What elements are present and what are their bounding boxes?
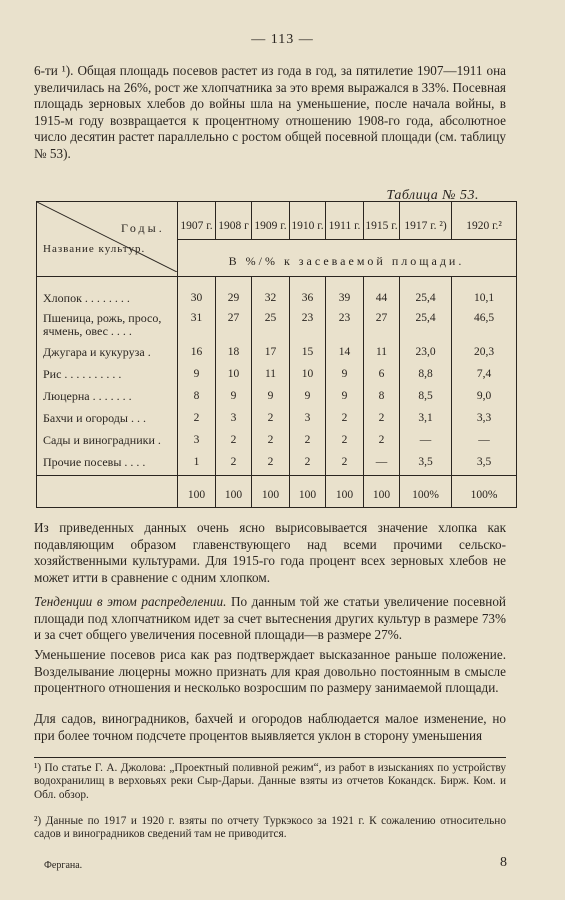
table-cell: 27 [375,312,388,324]
table-total-cell: 100 [261,489,280,501]
paragraph-gardens: Для садов, виноградников, бахчей и огородов наблюдается малое изменение, но при более точном подсчете процентов выявляется уклон в сторону уменьшения [34,711,506,743]
table-cell: — [419,434,432,446]
table-cell: 44 [375,292,388,304]
table-rule-years [177,239,516,240]
table-cell: 2 [304,434,311,446]
table-cell: 32 [264,292,277,304]
table-cell: 16 [190,346,203,358]
table-cell: 2 [378,434,385,446]
crop-name: Джугара и кукуруза . [43,345,151,359]
table-cell: 2 [230,456,237,468]
table-cell: 30 [190,292,203,304]
table-cell: 23,0 [415,346,436,358]
table-cell: 8 [193,390,200,402]
table-cell: 2 [341,434,348,446]
crop-name: Бахчи и огороды . . . [43,411,146,425]
year-header: 1917 г. ²) [404,220,447,232]
paragraph-intro: 6-ти ¹). Общая площадь посевов растет из года в год, за пятилетие 1907—1911 она увеличилась на 26%, рост же хлопчатника за это время выражался в 33%. Посевная площадь зерновых хлебов до войны шла на уменьшение, после начала войны, в 1915-м году возвращается к процентному отношению 1908-го года, абсолютное число десятин растет параллельно с ростом общей посевной площади (см. таблицу № 53). [34,63,506,161]
paragraph-tendencies-lead: Тенденции в этом распределении. [34,594,227,609]
table-cell: 3 [193,434,200,446]
crop-name: Сады и виноградники . [43,433,161,447]
table-cell: 15 [301,346,314,358]
table-cell: 8 [378,390,385,402]
table-cell: — [478,434,490,446]
table-cell: 9 [304,390,311,402]
table-cell: 10 [227,368,240,380]
table-total-cell: 100 [224,489,243,501]
header-diagonal-line [37,202,177,272]
crop-name: Хлопок . . . . . . . . [43,291,130,305]
table-cell: 25 [264,312,277,324]
table-cell: — [375,456,388,468]
table-cell: 2 [267,434,274,446]
table-cell: 6 [378,368,385,380]
table-caption: Таблица № 53. [386,188,479,203]
table-cell: 9 [267,390,274,402]
year-header: 1910 г. [291,220,324,232]
table-cell: 10,1 [473,292,495,304]
table-total-cell: 100 [298,489,317,501]
table-cell: 2 [230,434,237,446]
table-cell: 18 [227,346,240,358]
crop-name: Рис . . . . . . . . . . [43,367,122,381]
crop-name: Пшеница, рожь, просо, ячмень, овес . . . . [43,311,162,338]
table-cell: 2 [341,456,348,468]
table-cell: 20,3 [473,346,495,358]
table-cell: 8,5 [418,390,433,402]
table-cell: 17 [264,346,277,358]
table-cell: 8,8 [418,368,433,380]
table-cell: 11 [375,346,388,358]
table-total-cell: 100% [412,489,439,501]
table-cell: 3,5 [418,456,433,468]
table-cell: 3 [230,412,237,424]
header-years-label: Годы. [121,221,165,235]
table-cell: 29 [227,292,240,304]
paragraph-rice-alfalfa: Уменьшение посевов риса как раз подтверждает высказанное раньше положение. Возделывание люцерны можно признать для края довольно постоянным в смысле процентного отношения и несколько возросшим по размеру занимаемой площади. [34,647,506,696]
unit-label: В %/% к засеваемой площади. [228,254,465,268]
table-cell: 9 [341,390,348,402]
year-header: 1915 г. [365,220,398,232]
table-cell: 7,4 [476,368,492,380]
table-cell: 23 [301,312,314,324]
table-cell: 3 [304,412,311,424]
table-cell: 3,1 [418,412,433,424]
header-crop-name-label: Название культур. [43,243,146,255]
table-rule-header [37,276,516,277]
table-cell: 2 [193,412,200,424]
footnote-1: ¹) По статье Г. А. Джолова: „Проектный поливной режим“, из работ в изысканиях по устройству водохранилищ в верховьях реки Сыр-Дарьи. Данные взяты из отчетов Кокандск. Бирж. Ком. и Обл. обзор. [34,762,506,801]
table-cell: 9 [341,368,348,380]
table-cell: 23 [338,312,351,324]
table-cell: 1 [193,456,200,468]
table-cell: 2 [267,412,274,424]
crop-name: Прочие посевы . . . . [43,455,146,469]
footer-sheet-number: 8 [500,855,507,870]
table-cell: 2 [341,412,348,424]
table-cell: 36 [301,292,314,304]
table-cell: 3,3 [476,412,492,424]
table-cell: 39 [338,292,351,304]
year-header: 1911 г. [328,220,361,232]
table-cell: 2 [304,456,311,468]
table-cell: 11 [264,368,277,380]
year-header: 1920 г.² [466,220,502,232]
year-header: 1908 г [218,220,249,232]
table-cell: 3,5 [476,456,492,468]
table-cell: 25,4 [415,312,436,324]
table-cell: 9,0 [476,390,492,402]
footer-signature: Фергана. [44,860,83,871]
year-header: 1907 г. [180,220,213,232]
table-cell: 2 [267,456,274,468]
table-cell: 25,4 [415,292,436,304]
page-number: — 113 — [251,32,314,47]
table-cell: 31 [190,312,203,324]
table-cell: 2 [378,412,385,424]
table-cell: 9 [230,390,237,402]
table-total-cell: 100 [372,489,391,501]
paragraph-tendencies-body: По данным той же статьи увеличение посевной площади под хлопчатником идет за счет вытеснения других культур в размере 73% и за счет общего увеличения посевной площади—в размере 27%. [34,594,506,643]
table-total-cell: 100 [187,489,206,501]
table-cell: 46,5 [473,312,495,324]
footnote-divider [34,757,506,758]
table-cell: 10 [301,368,314,380]
crop-percentage-table [36,201,517,508]
table-total-cell: 100% [470,489,498,501]
footnote-2: ²) Данные по 1917 и 1920 г. взяты по отчету Туркэкосо за 1921 г. К сожалению относительно садов и виноградников сведений там не приводится. [34,815,506,841]
table-total-cell: 100 [335,489,354,501]
paragraph-tendencies [34,594,506,644]
table-rule-totals [37,475,516,476]
crop-name: Люцерна . . . . . . . [43,389,132,403]
table-cell: 14 [338,346,351,358]
table-cell: 9 [193,368,200,380]
year-header: 1909 г. [254,220,287,232]
paragraph-cotton-dominance: Из приведенных данных очень ясно вырисовывается значение хлопка как подавляющим образом главенствующего над всеми прочими сельско-хозяйственными культурами. Для 1915-го года процент всех зерновых хлебов не может итти в сравнение с одним хлопком. [34,520,506,585]
table-cell: 27 [227,312,240,324]
